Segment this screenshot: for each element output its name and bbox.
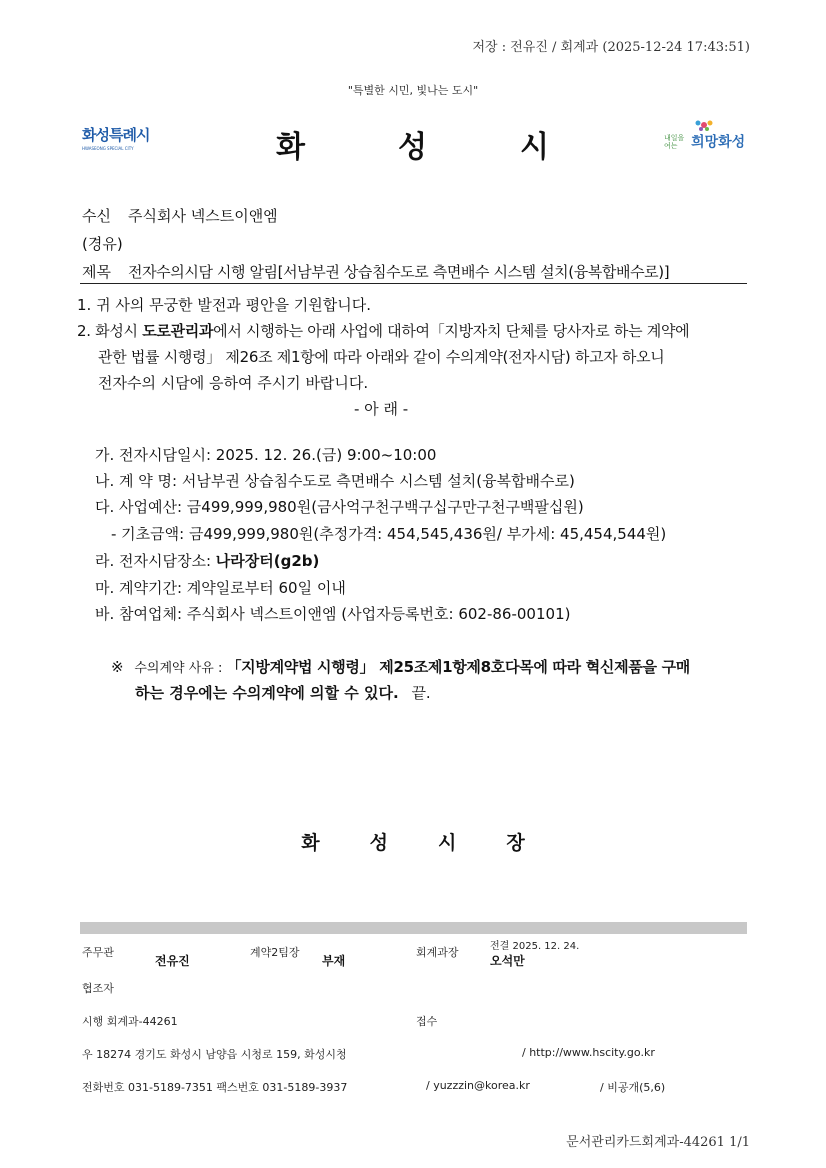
item-budget: 다. 사업예산: 금499,999,980원(금사억구천구백구십구만구천구백팔십원) <box>95 498 584 516</box>
officer-name: 전유진 <box>155 954 190 968</box>
logo-right-big: 희망화성 <box>691 134 746 151</box>
recipient-label: 수신 <box>82 207 111 225</box>
save-stamp: 저장 : 전유진 / 회계과 (2025-12-24 17:43:51) <box>472 40 750 55</box>
p2-pre: 2. 화성시 <box>77 322 143 340</box>
item-period: 마. 계약기간: 계약일로부터 60일 이내 <box>95 579 346 597</box>
logo-right-small: 내일을 여는 <box>664 133 685 150</box>
place-value: 나라장터(g2b) <box>215 552 320 570</box>
org-title-char: 화 <box>276 130 306 165</box>
subject-row <box>82 261 669 282</box>
dept-name: 도로관리과 <box>142 322 214 340</box>
cooperator-label: 협조자 <box>82 982 114 995</box>
recipient: 주식회사 넥스트이앤엠 <box>128 207 278 225</box>
recipient-row <box>82 205 278 226</box>
logo-subtext: HWASEONG SPECIAL CITY <box>82 146 134 151</box>
item-base-amount: - 기초금액: 금499,999,980원(추정가격: 454,545,436원/ 부가세: 45,454,544원) <box>111 525 667 543</box>
signatory-char: 성 <box>369 832 388 854</box>
approval-date: 전결 2025. 12. 24. <box>490 941 580 952</box>
email: / yuzzzin@korea.kr <box>426 1079 530 1092</box>
logo-text: 화성특례시 <box>82 126 150 144</box>
signatory-char: 화 <box>301 832 320 854</box>
note-reason-cont: 하는 경우에는 수의계약에 의할 수 있다. <box>135 684 399 702</box>
document-footer: 문서관리카드회계과-44261 1/1 <box>566 1135 750 1150</box>
item-participant: 바. 참여업체: 주식회사 넥스트이앤엠 (사업자등록번호: 602-86-00101) <box>95 605 571 623</box>
header-rule <box>80 283 747 284</box>
officer-label: 주무관 <box>82 946 114 959</box>
p2-post: 에서 시행하는 아래 사업에 대하여「지방자치 단체를 당사자로 하는 계약에 <box>213 322 690 340</box>
subject-label: 제목 <box>82 263 111 281</box>
paragraph-1: 1. 귀 사의 무궁한 발전과 평안을 기원합니다. <box>77 296 372 314</box>
signatory <box>0 828 826 855</box>
subject: 전자수의시담 시행 알림[서남부권 상습침수도로 측면배수 시스템 설치(융복합배수로)] <box>128 263 670 281</box>
item-place <box>95 550 319 571</box>
note-end: 끝. <box>411 684 431 702</box>
below-heading: - 아 래 - <box>354 400 409 418</box>
director-label: 회계과장 <box>416 946 459 959</box>
note-line-1 <box>111 654 690 682</box>
item-contract-name: 나. 계 약 명: 서남부권 상습침수도로 측면배수 시스템 설치(융복합배수로) <box>95 472 575 490</box>
director-name: 오석만 <box>490 954 525 968</box>
note-line-2 <box>135 680 431 706</box>
paragraph-2-line-2: 관한 법률 시행령」 제26조 제1항에 따라 아래와 같이 수의계약(전자시담) 하고자 하오니 <box>98 348 665 366</box>
paragraph-2-line-3: 전자수의 시담에 응하여 주시기 바랍니다. <box>98 374 369 392</box>
note-prefix: 수의계약 사유 : <box>134 661 227 676</box>
signatory-char: 시 <box>438 832 457 854</box>
disclosure: / 비공개(5,6) <box>600 1081 666 1094</box>
address: 우 18274 경기도 화성시 남양읍 시청로 159, 화성시청 <box>82 1048 347 1061</box>
place-label: 라. 전자시담장소: <box>95 552 216 570</box>
phone-fax: 전화번호 031-5189-7351 팩스번호 031-5189-3937 <box>82 1081 348 1094</box>
hope-hwaseong-logo <box>664 119 746 163</box>
item-date: 가. 전자시담일시: 2025. 12. 26.(금) 9:00~10:00 <box>95 446 437 464</box>
team-lead-label: 계약2팀장 <box>250 946 300 959</box>
receipt-label: 접수 <box>416 1015 438 1028</box>
org-title-char: 시 <box>519 130 550 165</box>
signatory-char: 장 <box>506 832 525 854</box>
approval-bar <box>80 922 747 934</box>
note-reason: 「지방계약법 시행령」 제25조제1항제8호다목에 따라 혁신제품을 구매 <box>226 658 690 676</box>
slogan: "특별한 시민, 빛나는 도시" <box>347 84 479 97</box>
org-title-char: 성 <box>398 130 428 165</box>
note-mark: ※ <box>111 658 124 676</box>
execution-number: 시행 회계과-44261 <box>82 1015 178 1028</box>
team-lead-status: 부재 <box>322 954 346 968</box>
website-url: / http://www.hscity.go.kr <box>522 1046 655 1059</box>
paragraph-2-line-1 <box>77 318 689 344</box>
via: (경유) <box>82 235 123 253</box>
